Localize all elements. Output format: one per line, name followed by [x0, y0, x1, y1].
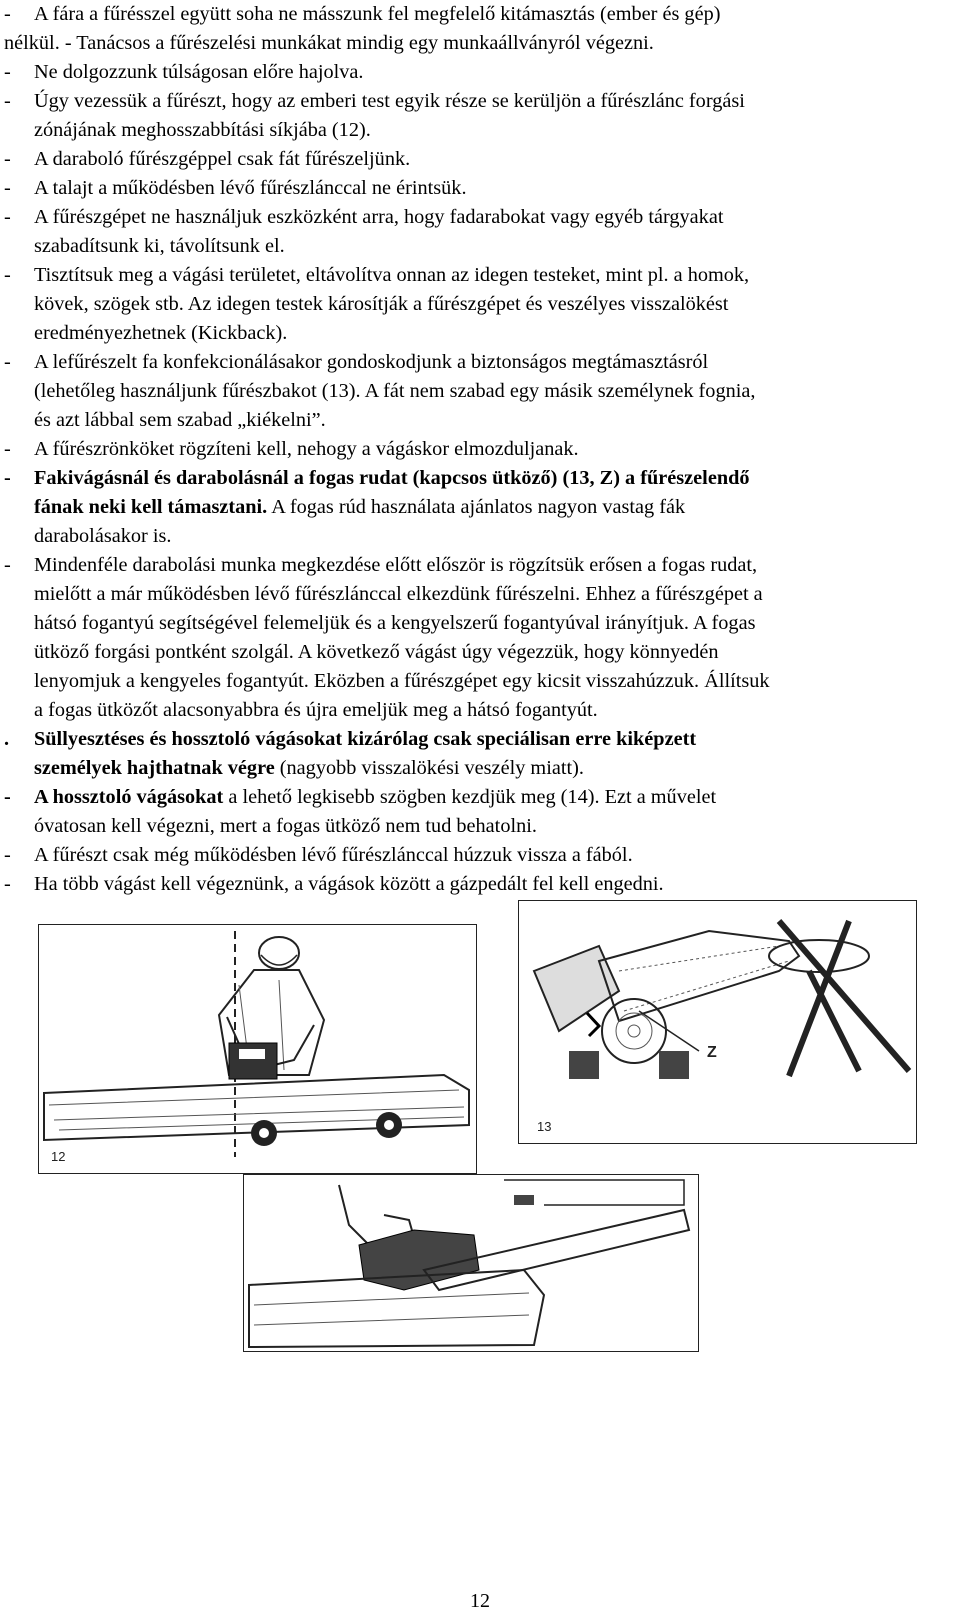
text-line: [34, 176, 467, 200]
text-line: [4, 31, 654, 55]
line-text: zónájának meghosszabbítási síkjába (12).: [34, 119, 371, 141]
list-dash: -: [4, 148, 11, 170]
figure-13-illustration: [519, 901, 916, 1143]
line-text: a lehető legkisebb szögben kezdjük meg (14). Ezt a művelet: [223, 786, 717, 808]
text-line: [34, 553, 757, 577]
line-text: A daraboló fűrészgéppel csak fát fűrészeljünk.: [34, 148, 411, 170]
text-line: [34, 872, 664, 896]
list-dash: -: [4, 61, 11, 83]
line-text: Ha több vágást kell végeznünk, a vágások között a gázpedált fel kell engedni.: [34, 873, 664, 895]
line-text: Ne dolgozzunk túlságosan előre hajolva.: [34, 61, 364, 83]
line-text: ütköző forgási pontként szolgál. A következő vágást úgy végezzük, hogy könnyedén: [34, 641, 719, 663]
line-text: hátsó fogantyú segítségével felemeljük és a kengyelszerű fogantyúval irányítjuk. A fogas: [34, 612, 756, 634]
figure-12-illustration: [39, 925, 476, 1173]
line-text: szabadítsunk ki, távolítsunk el.: [34, 235, 285, 257]
text-line: [34, 2, 720, 26]
bold-text: fának neki kell támasztani.: [34, 496, 268, 518]
line-text: és azt lábbal sem szabad „kiékelni”.: [34, 409, 326, 431]
line-text: darabolásakor is.: [34, 525, 172, 547]
text-line: [34, 466, 750, 490]
line-text: (nagyobb visszalökési veszély miatt).: [274, 757, 584, 779]
line-text: mielőtt a már működésben lévő fűrészlánccal elkezdünk fűrészelni. Ehhez a fűrészgépet a: [34, 583, 763, 605]
text-line: [34, 263, 749, 287]
text-line: [34, 147, 410, 171]
bold-text: személyek hajthatnak végre: [34, 757, 275, 779]
list-dash: .: [4, 728, 10, 750]
list-dash: -: [4, 206, 11, 228]
list-dash: -: [4, 873, 11, 895]
figure-14: [243, 1174, 699, 1352]
line-text: a fogas ütközőt alacsonyabbra és újra emeljük meg a hátsó fogantyút.: [34, 699, 598, 721]
line-text: A lefűrészelt fa konfekcionálásakor gondoskodjunk a biztonságos megtámasztásról: [34, 351, 709, 373]
list-dash: -: [4, 3, 11, 25]
text-line: [34, 698, 598, 722]
text-line: [34, 234, 285, 258]
text-line: [34, 495, 685, 519]
list-dash: -: [4, 554, 11, 576]
bold-text: A hossztoló vágásokat: [34, 786, 224, 808]
line-text: Úgy vezessük a fűrészt, hogy az emberi test egyik része se kerüljön a fűrészlánc forgási: [34, 90, 745, 112]
figure-14-illustration: [244, 1175, 698, 1351]
figure-12-label: 12: [51, 1149, 66, 1164]
line-text: kövek, szögek stb. Az idegen testek károsítják a fűrészgépet és veszélyes visszalökést: [34, 293, 729, 315]
list-dash: -: [4, 467, 11, 489]
text-line: [34, 582, 763, 606]
list-dash: -: [4, 177, 11, 199]
text-line: [34, 118, 371, 142]
text-line: [34, 785, 716, 809]
text-line: [34, 524, 171, 548]
line-text: A fűrészgépet ne használjuk eszközként arra, hogy fadarabokat vagy egyéb tárgyakat: [34, 206, 724, 228]
text-line: [34, 205, 723, 229]
list-dash: -: [4, 786, 11, 808]
list-dash: -: [4, 264, 11, 286]
line-text: A talajt a működésben lévő fűrészlánccal ne érintsük.: [34, 177, 467, 199]
list-dash: -: [4, 844, 11, 866]
text-line: [34, 814, 537, 838]
line-text: A fára a fűrésszel együtt soha ne másszunk fel megfelelő kitámasztás (ember és gép): [34, 3, 721, 25]
text-line: [34, 292, 728, 316]
text-line: [34, 640, 719, 664]
line-text: nélkül. - Tanácsos a fűrészelési munkákat mindig egy munkaállványról végezni.: [4, 32, 654, 54]
bold-text: Fakivágásnál és darabolásnál a fogas rudat (kapcsos ütköző) (13, Z) a fűrészelendő: [34, 467, 750, 489]
text-line: [34, 727, 696, 751]
text-line: [34, 350, 708, 374]
line-text: A fűrészrönköket rögzíteni kell, nehogy a vágáskor elmozduljanak.: [34, 438, 579, 460]
line-text: óvatosan kell végezni, mert a fogas ütköző nem tud behatolni.: [34, 815, 537, 837]
list-dash: -: [4, 90, 11, 112]
list-dash: -: [4, 438, 11, 460]
figure-12: [38, 924, 477, 1174]
line-text: eredményezhetnek (Kickback).: [34, 322, 288, 344]
text-line: [34, 669, 770, 693]
bold-text: Süllyesztéses és hossztoló vágásokat kizárólag csak speciálisan erre kiképzett: [34, 728, 697, 750]
text-line: [34, 408, 326, 432]
line-text: Mindenféle darabolási munka megkezdése előtt először is rögzítsük erősen a fogas rudat,: [34, 554, 758, 576]
list-dash: -: [4, 351, 11, 373]
text-line: [34, 611, 755, 635]
text-line: [34, 89, 745, 113]
line-text: lenyomjuk a kengyeles fogantyút. Eközben a fűrészgépet egy kicsit visszahúzzuk. Állítsuk: [34, 670, 770, 692]
line-text: (lehetőleg használjunk fűrészbakot (13). A fát nem szabad egy másik személynek fognia,: [34, 380, 756, 402]
figure-13: [518, 900, 917, 1144]
text-line: [34, 379, 755, 403]
line-text: A fogas rúd használata ajánlatos nagyon vastag fák: [267, 496, 686, 518]
line-text: A fűrészt csak még működésben lévő fűrészlánccal húzzuk vissza a fából.: [34, 844, 633, 866]
text-line: [34, 60, 363, 84]
page-number: 12: [470, 1590, 490, 1612]
text-line: [34, 437, 579, 461]
figure-13-label: 13: [537, 1119, 552, 1134]
text-line: [34, 321, 287, 345]
text-line: [34, 756, 584, 780]
text-line: [34, 843, 633, 867]
line-text: Tisztítsuk meg a vágási területet, eltávolítva onnan az idegen testeket, mint pl. a homok,: [34, 264, 750, 286]
figure-13-marker-z: Z: [707, 1044, 717, 1061]
